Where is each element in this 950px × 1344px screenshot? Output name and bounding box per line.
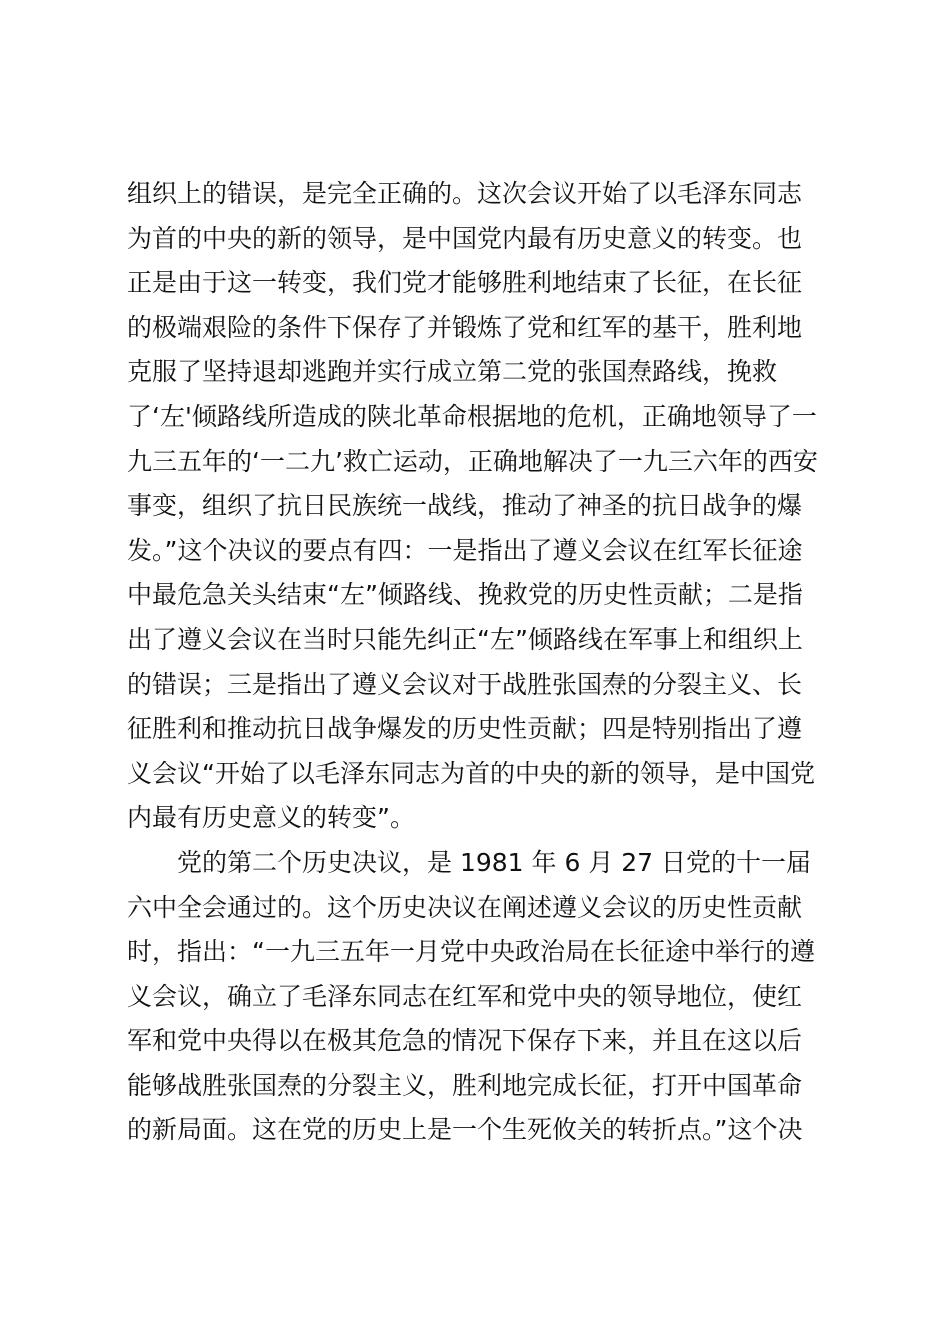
text-line: 克服了坚持退却逃跑并实行成立第二党的张国焘路线，挽救	[127, 357, 778, 387]
text-line: 义会议，确立了毛泽东同志在红军和党中央的领导地位，使红	[127, 981, 803, 1011]
text-line: 出了遵义会议在当时只能先纠正“左”倾路线在军事上和组织上	[127, 624, 803, 654]
text-line: 九三五年的‘一二九’救亡运动，正确地解决了一九三六年的西安	[127, 446, 818, 476]
paragraph-first-line: 党的第二个历史决议，是 1981 年 6 月 27 日党的十一届	[177, 847, 812, 877]
text-line: 义会议“开始了以毛泽东同志为首的中央的新的领导，是中国党	[127, 758, 815, 788]
text-line: 内最有历史意义的转变”。	[127, 803, 415, 833]
text-line: 的极端艰险的条件下保存了并锻炼了党和红军的基干，胜利地	[127, 312, 803, 342]
body-text	[127, 172, 837, 1153]
text-line: 军和党中央得以在极其危急的情况下保存下来，并且在这以后	[127, 1026, 803, 1056]
text-line: 了‘左'倾路线所造成的陕北革命根据地的危机，正确地领导了一	[127, 401, 817, 431]
text-line: 的新局面。这在党的历史上是一个生死攸关的转折点。”这个决	[127, 1115, 803, 1145]
text-line: 能够战胜张国焘的分裂主义，胜利地完成长征，打开中国革命	[127, 1070, 803, 1100]
text-line: 时，指出：“一九三五年一月党中央政治局在长征途中举行的遵	[127, 937, 815, 967]
text-line: 发。”这个决议的要点有四：一是指出了遵义会议在红军长征途	[127, 535, 803, 565]
text-line: 中最危急关头结束“左”倾路线、挽救党的历史性贡献；二是指	[127, 580, 803, 610]
text-line: 正是由于这一转变，我们党才能够胜利地结束了长征，在长征	[127, 268, 803, 298]
text-line: 的错误；三是指出了遵义会议对于战胜张国焘的分裂主义、长	[127, 669, 803, 699]
text-line: 六中全会通过的。这个历史决议在阐述遵义会议的历史性贡献	[127, 892, 803, 922]
text-line: 组织上的错误，是完全正确的。这次会议开始了以毛泽东同志	[127, 179, 803, 208]
text-line: 征胜利和推动抗日战争爆发的历史性贡献；四是特别指出了遵	[127, 714, 803, 744]
text-line: 事变，组织了抗日民族统一战线，推动了神圣的抗日战争的爆	[127, 491, 803, 521]
text-line: 为首的中央的新的领导，是中国党内最有历史意义的转变。也	[127, 223, 803, 253]
